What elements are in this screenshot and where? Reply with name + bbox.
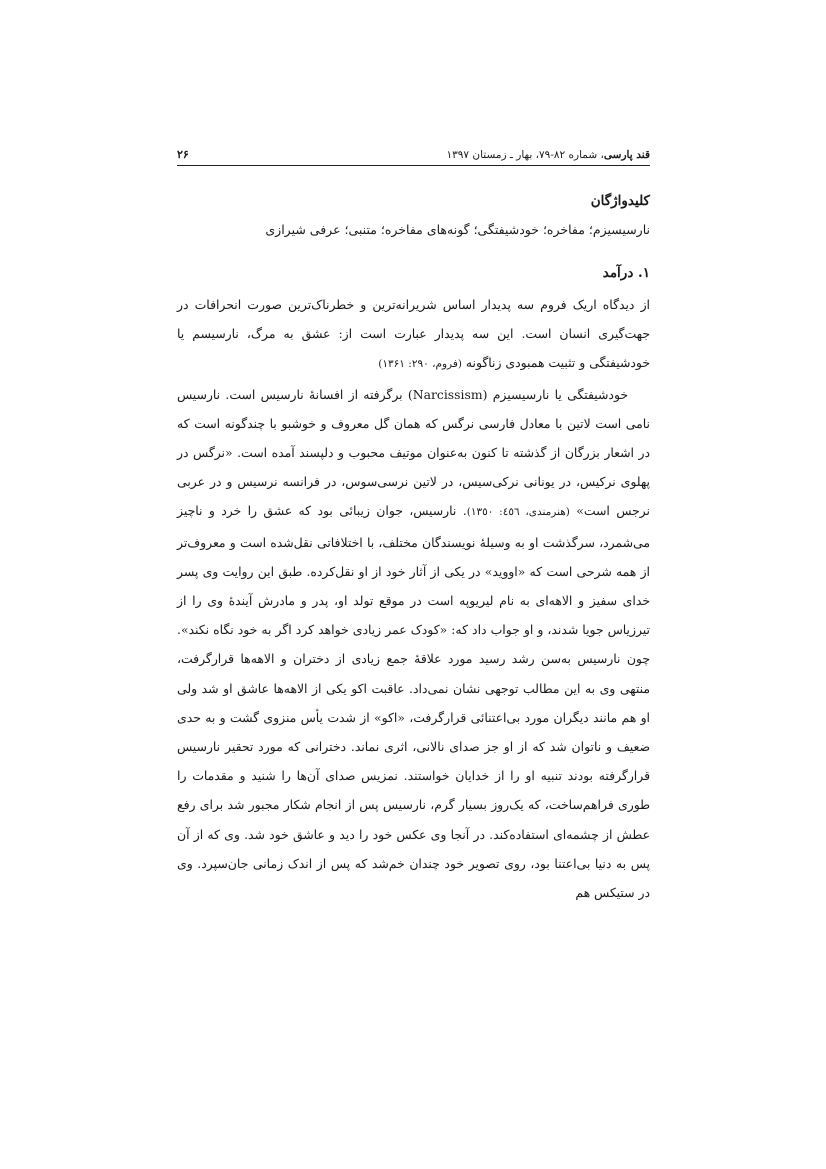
citation: (فروم، ۲۹۰: ۱۳۶۱) [378, 358, 462, 371]
document-page [177, 0, 650, 1169]
journal-name: قند پارسی [603, 149, 650, 161]
issue-info: ، شماره ۸۲-۷۹، بهار ـ زمستان ۱۳۹۷ [446, 149, 604, 161]
paragraph-text: از دیدگاه اریک فروم سه پدیدار اساس شریرانه‌ترین و خطرناک‌ترین صورت انحرافات در جهت‌گیری انسان است. این سه پدیدار عبارت است از: عشق به مرگ، نارسیسم یا خودشیفتگی و تثبیت همبودی زناگونه [177, 297, 650, 371]
paragraph-2 [177, 380, 650, 908]
body-text [177, 290, 650, 907]
paragraph-text-continued: . نارسیس، جوان زیبائی بود که عشق را خرد و ناچیز می‌شمرد، سرگذشت او به وسیلهٔ نویسندگان مختلف، با اختلافاتی نقل‌شده است و معروف‌تر از همه شرحی است که «اووید» در یکی از آثار خود از او نقل‌کرده. طبق این روایت وی پسر خدای سفیز و الاهه‌ای به نام لیریوپه است در موقع تولد او، پدر و مادرش آیندهٔ وی را از تیرزیاس جویا شدند، و او جواب داد که: «کودک عمر زیادی خواهد کرد اگر به خود نگاه نکند». چون نارسیس به‌سن رشد رسید مورد علاقهٔ جمع زیادی از دختران و الاهه‌ها قرارگرفت، منتهی وی به این مطالب توجهی نشان نمی‌داد. عاقبت اکو یکی از الاهه‌ها عاشق او شد ولی او هم مانند دیگران مورد بی‌اعتنائی قرارگرفت، «اکو» از شدت یأس منزوی گشت و به حدی ضعیف و ناتوان شد که از او جز صدای نالانی، اثری نماند. دخترانی که مورد تحقیر نارسیس قرارگرفته بودند تنبیه او را از خدایان خواستند. نمزیس صدای آن‌ها را شنید و مقدمات را طوری فراهم‌ساخت، که یک‌روز بسیار گرم، نارسیس پس از انجام شکار مجبور شد برای رفع عطش از چشمه‌ای استفاده‌کند. در آنجا وی عکس خود را دید و عاشق خود شد. وی که از آن پس به دنیا بی‌اعتنا بود، روی تصویر خود چندان خم‌شد که پس از اندک زمانی جان‌سپرد. وی در ستیکس هم [177, 503, 650, 901]
keywords-list: نارسیسیزم؛ مفاخره؛ خودشیفتگی؛ گونه‌های مفاخره؛ متنبی؛ عرفی شیرازی [265, 222, 650, 237]
paragraph-1 [177, 290, 650, 380]
header-divider [177, 165, 650, 166]
running-header [177, 147, 650, 165]
page-number: ۲۶ [177, 148, 189, 161]
citation: (هنرمندی، ٤٥٦: ١٣٥٠) [466, 506, 570, 519]
section-heading: ۱. درآمد [602, 265, 650, 281]
paragraph-text: خودشیفتگی یا نارسیسیزم (Narcissism) برگرفته از افسانهٔ نارسیس است. نارسیس نامی است لاتین با معادل فارسی نرگس که همان گل معروف و خوشبو با چندگونه است که در اشعار بزرگان از گذشته تا کنون به‌عنوان موتیف محبوب و دلپسند آمده است. «نرگس در پهلوی نرکیس، در یونانی نرکی‌سیس، در لاتین نرسی‌سوس، در فرانسه نرسیس و در عربی نرجس است» [177, 386, 650, 519]
keywords-heading: کلیدواژگان [590, 193, 650, 209]
